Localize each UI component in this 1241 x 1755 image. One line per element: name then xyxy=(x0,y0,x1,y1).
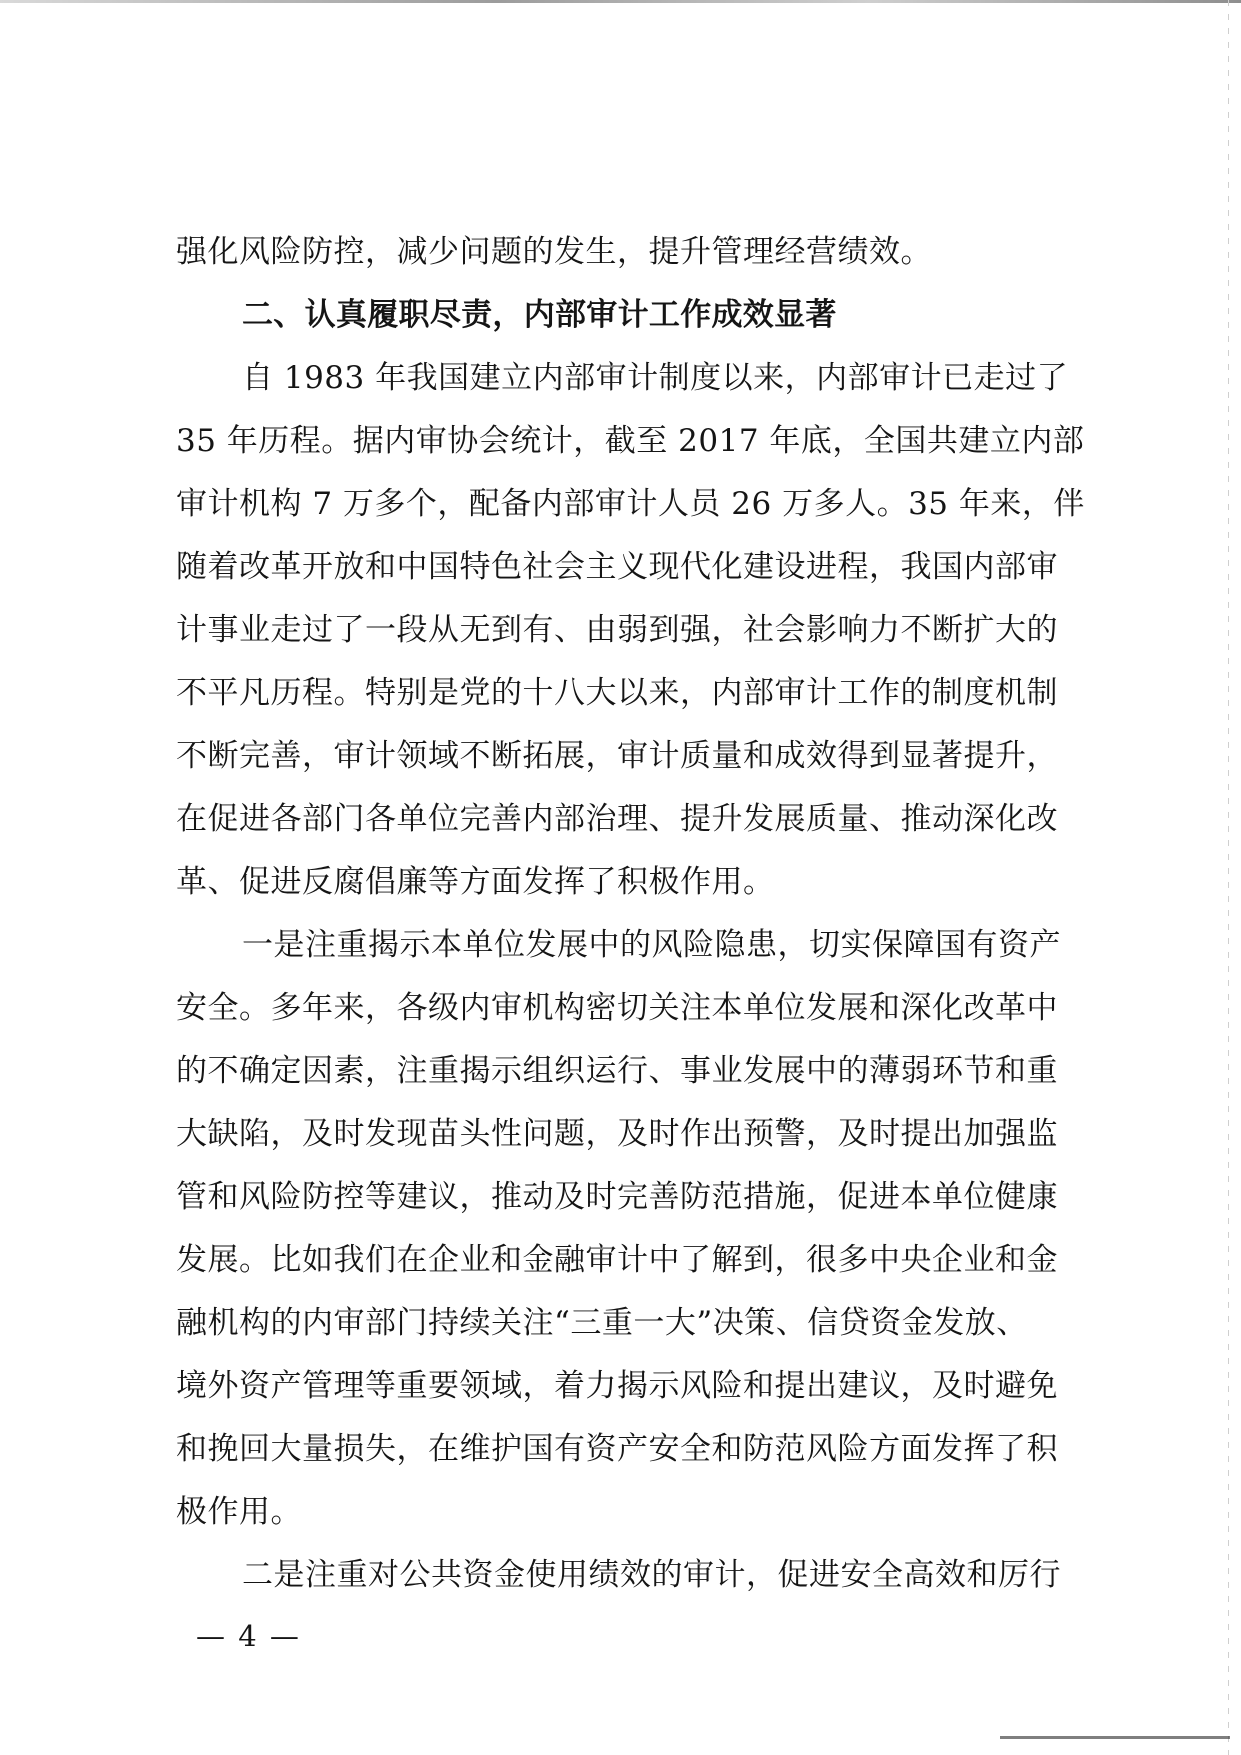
paragraph-line: 一是注重揭示本单位发展中的风险隐患，切实保障国有资产 xyxy=(242,927,1061,963)
scan-edge-right xyxy=(1228,0,1229,1755)
paragraph-line: 计事业走过了一段从无到有、由弱到强，社会影响力不断扩大的 xyxy=(176,612,1058,648)
scan-edge-bottom xyxy=(1000,1736,1230,1739)
section-heading: 二、认真履职尽责，内部审计工作成效显著 xyxy=(242,297,837,333)
scan-edge-top xyxy=(0,0,1241,3)
paragraph-line: 自 1983 年我国建立内部审计制度以来，内部审计已走过了 xyxy=(242,360,1069,396)
paragraph-line: 管和风险防控等建议，推动及时完善防范措施，促进本单位健康 xyxy=(176,1179,1058,1215)
paragraph-line: 发展。比如我们在企业和金融审计中了解到，很多中央企业和金 xyxy=(176,1242,1058,1278)
paragraph-line: 不断完善，审计领域不断拓展，审计质量和成效得到显著提升， xyxy=(176,738,1058,774)
paragraph-line: 35 年历程。据内审协会统计，截至 2017 年底，全国共建立内部 xyxy=(176,423,1085,459)
paragraph-line: 不平凡历程。特别是党的十八大以来，内部审计工作的制度机制 xyxy=(176,675,1058,711)
paragraph-line: 大缺陷，及时发现苗头性问题，及时作出预警，及时提出加强监 xyxy=(176,1116,1058,1152)
paragraph-line: 在促进各部门各单位完善内部治理、提升发展质量、推动深化改 xyxy=(176,801,1058,837)
paragraph-line: 强化风险防控，减少问题的发生，提升管理经营绩效。 xyxy=(176,234,932,270)
paragraph-line: 随着改革开放和中国特色社会主义现代化建设进程，我国内部审 xyxy=(176,549,1058,585)
paragraph-line: 审计机构 7 万多个，配备内部审计人员 26 万多人。35 年来，伴 xyxy=(176,486,1085,522)
paragraph-line: 革、促进反腐倡廉等方面发挥了积极作用。 xyxy=(176,864,775,900)
page-number: — 4 — xyxy=(196,1619,301,1653)
paragraph-line: 融机构的内审部门持续关注“三重一大”决策、信贷资金发放、 xyxy=(176,1305,1028,1341)
paragraph-line: 的不确定因素，注重揭示组织运行、事业发展中的薄弱环节和重 xyxy=(176,1053,1058,1089)
paragraph-line: 和挽回大量损失，在维护国有资产安全和防范风险方面发挥了积 xyxy=(176,1431,1058,1467)
paragraph-line: 境外资产管理等重要领域，着力揭示风险和提出建议，及时避免 xyxy=(176,1368,1058,1404)
paragraph-line: 极作用。 xyxy=(176,1494,302,1530)
paragraph-line: 二是注重对公共资金使用绩效的审计，促进安全高效和厉行 xyxy=(242,1557,1061,1593)
paragraph-line: 安全。多年来，各级内审机构密切关注本单位发展和深化改革中 xyxy=(176,990,1058,1026)
